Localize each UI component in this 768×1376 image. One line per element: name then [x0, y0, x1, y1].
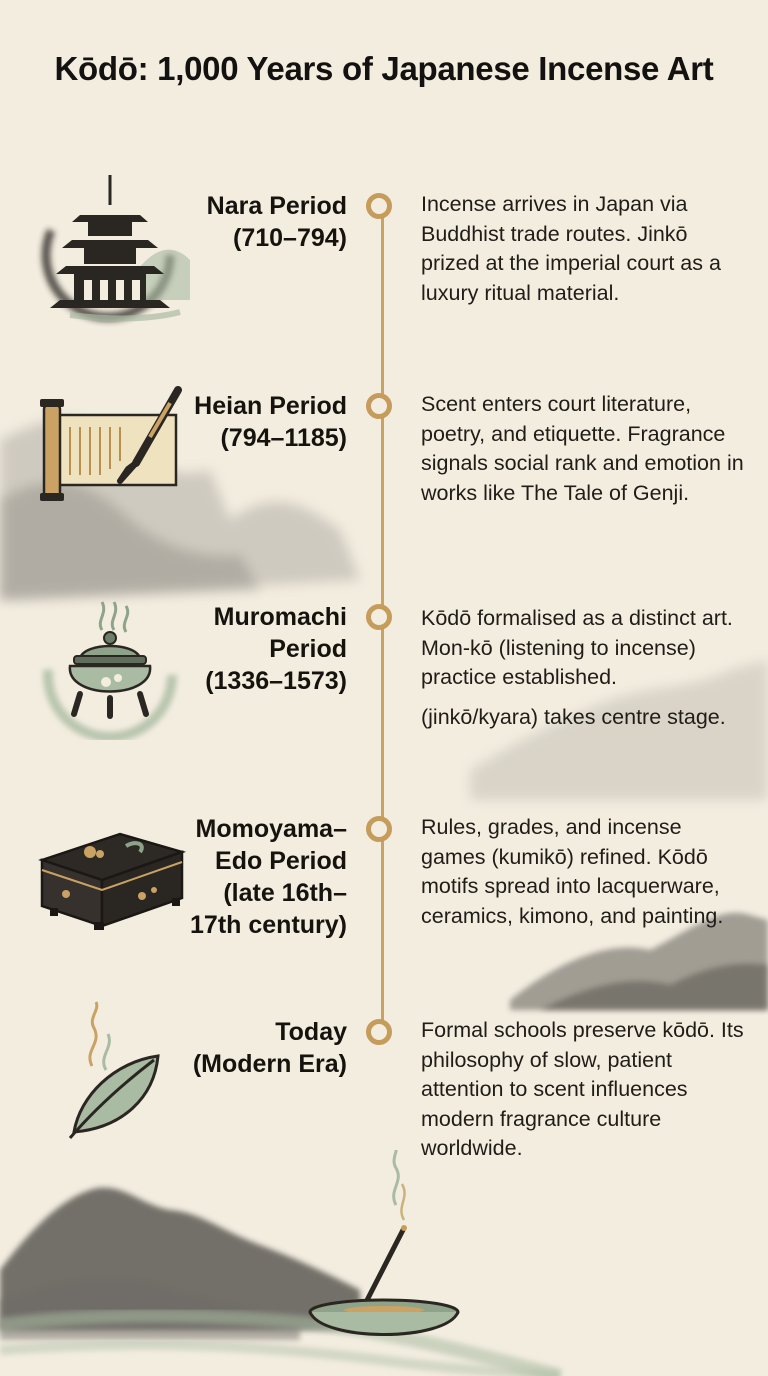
lacquer-box-icon [30, 820, 190, 940]
era-title: Muromachi Period (1336–1573) [205, 603, 347, 695]
incense-burner-icon [30, 590, 190, 740]
era-description-text: Incense arrives in Japan via Buddhist trade routes. Jinkō prized at the imperial court as a luxury ritual material. [421, 192, 721, 305]
footer-landscape-illustration [0, 1150, 768, 1376]
era-description [421, 813, 751, 931]
timeline-node [366, 393, 392, 419]
era-description-text: Scent enters court literature, poetry, and etiquette. Fragrance signals social rank and emotion in works like The Tale of Genji. [421, 392, 744, 505]
era-title: Momoyama– Edo Period (late 16th– 17th century) [190, 815, 347, 939]
era-description [421, 190, 751, 308]
timeline-node [366, 816, 392, 842]
page-title: Kōdō: 1,000 Years of Japanese Incense Art [54, 50, 714, 87]
timeline-node [366, 1019, 392, 1045]
scroll-brush-icon [30, 385, 190, 505]
era-description [421, 604, 751, 732]
era-description-text: Formal schools preserve kōdō. Its philosophy of slow, patient attention to scent influences modern fragrance culture worldwide. [421, 1018, 744, 1160]
era-description [421, 390, 751, 508]
leaf-smoke-icon [30, 1000, 190, 1140]
timeline-node [366, 193, 392, 219]
era-title: Today (Modern Era) [192, 1018, 347, 1078]
pagoda-icon [30, 170, 190, 330]
era-description-text: Kōdō formalised as a distinct art. Mon-kō (listening to incense) practice established. [421, 606, 733, 689]
era-title: Heian Period (794–1185) [194, 392, 347, 452]
era-title: Nara Period (710–794) [206, 192, 347, 252]
era-description-text: Rules, grades, and incense games (kumikō) refined. Kōdō motifs spread into lacquerware, ceramics, kimono, and painting. [421, 815, 724, 928]
era-description [421, 1016, 751, 1164]
era-description-note: (jinkō/kyara) takes centre stage. [421, 704, 726, 729]
timeline-node [366, 604, 392, 630]
